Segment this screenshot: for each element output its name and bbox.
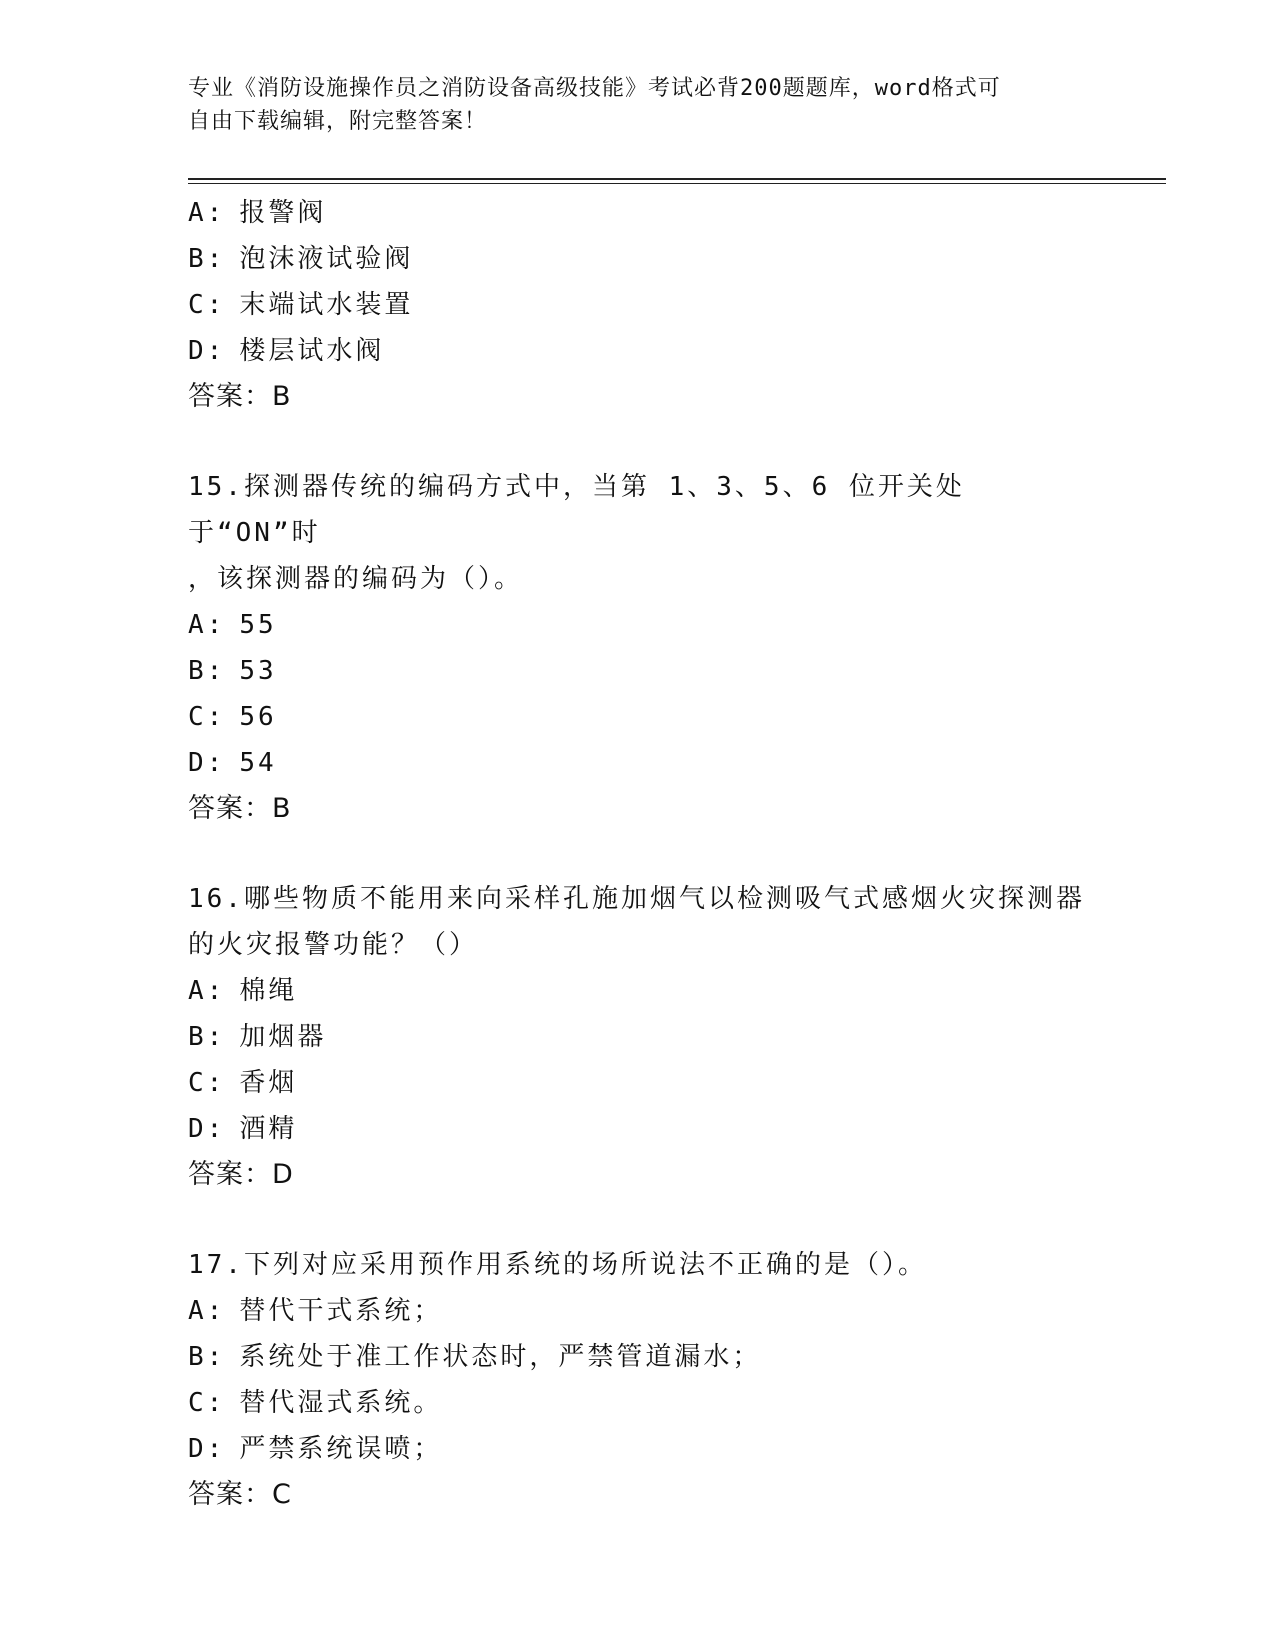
option-b (188, 648, 1088, 694)
option-text: 53 (239, 656, 277, 686)
option-text: 酒精 (239, 1114, 298, 1144)
option-c (188, 282, 1088, 328)
header-line-2: 自由下载编辑，附完整答案！ (188, 109, 488, 134)
option-b (188, 236, 1088, 282)
option-a (188, 968, 1088, 1014)
answer-line: 答案：D (188, 1159, 294, 1190)
option-text: 56 (239, 702, 277, 732)
question-block-16 (188, 876, 1088, 1198)
option-text: 楼层试水阀 (239, 336, 385, 366)
option-text: 严禁系统误喷； (239, 1434, 443, 1464)
spacer (188, 832, 1088, 876)
option-text: 泡沫液试验阀 (239, 244, 414, 274)
option-text: 54 (239, 748, 277, 778)
option-text: 替代干式系统； (239, 1296, 443, 1326)
option-letter: B: (188, 1342, 226, 1372)
header-divider-thick (188, 178, 1166, 180)
option-letter: D: (188, 336, 226, 366)
answer-line: 答案：B (188, 381, 292, 412)
option-b (188, 1014, 1088, 1060)
header-divider-thin (188, 183, 1166, 184)
option-letter: D: (188, 748, 226, 778)
option-c (188, 1060, 1088, 1106)
answer-line: 答案：C (188, 1479, 292, 1510)
option-text: 棉绳 (239, 976, 298, 1006)
option-letter: C: (188, 290, 226, 320)
header-line-1: 专业《消防设施操作员之消防设备高级技能》考试必背200题题库，word格式可 (188, 76, 1001, 101)
question-text (188, 464, 1088, 602)
option-a (188, 190, 1088, 236)
option-c (188, 694, 1088, 740)
question-block-17 (188, 1242, 1088, 1518)
question-text (188, 876, 1088, 968)
option-letter: C: (188, 1068, 226, 1098)
question-text-line-1: 16.哪些物质不能用来向采样孔施加烟气以检测吸气式感烟火灾探测器 (188, 884, 1085, 914)
spacer (188, 420, 1088, 464)
option-letter: B: (188, 244, 226, 274)
question-block-14 (188, 190, 1088, 420)
option-text: 报警阀 (239, 198, 327, 228)
option-letter: D: (188, 1114, 226, 1144)
question-text-line-2: 的火灾报警功能？（） (188, 930, 479, 960)
answer-line: 答案：B (188, 793, 292, 824)
question-text-line-1: 15.探测器传统的编码方式中，当第 1、3、5、6 位开关处于“ON”时 (188, 472, 965, 548)
question-text-line-2: ，该探测器的编码为（）。 (188, 564, 524, 594)
option-a (188, 602, 1088, 648)
option-text: 替代湿式系统。 (239, 1388, 443, 1418)
option-text: 末端试水装置 (239, 290, 414, 320)
option-letter: A: (188, 610, 226, 640)
option-letter: C: (188, 1388, 226, 1418)
option-d (188, 1426, 1088, 1472)
option-letter: B: (188, 1022, 226, 1052)
option-d (188, 1106, 1088, 1152)
spacer (188, 1198, 1088, 1242)
option-letter: B: (188, 656, 226, 686)
option-d (188, 328, 1088, 374)
option-letter: C: (188, 702, 226, 732)
question-text-line-1: 17.下列对应采用预作用系统的场所说法不正确的是（）。 (188, 1250, 927, 1280)
option-letter: A: (188, 198, 226, 228)
option-text: 加烟器 (239, 1022, 327, 1052)
document-header (188, 72, 1068, 138)
option-b (188, 1334, 1088, 1380)
question-list (188, 190, 1088, 1518)
option-a (188, 1288, 1088, 1334)
option-d (188, 740, 1088, 786)
option-letter: D: (188, 1434, 226, 1464)
option-text: 55 (239, 610, 277, 640)
option-text: 香烟 (239, 1068, 298, 1098)
option-text: 系统处于准工作状态时，严禁管道漏水； (239, 1342, 762, 1372)
option-c (188, 1380, 1088, 1426)
question-text (188, 1242, 1088, 1288)
option-letter: A: (188, 976, 226, 1006)
question-block-15 (188, 464, 1088, 832)
option-letter: A: (188, 1296, 226, 1326)
